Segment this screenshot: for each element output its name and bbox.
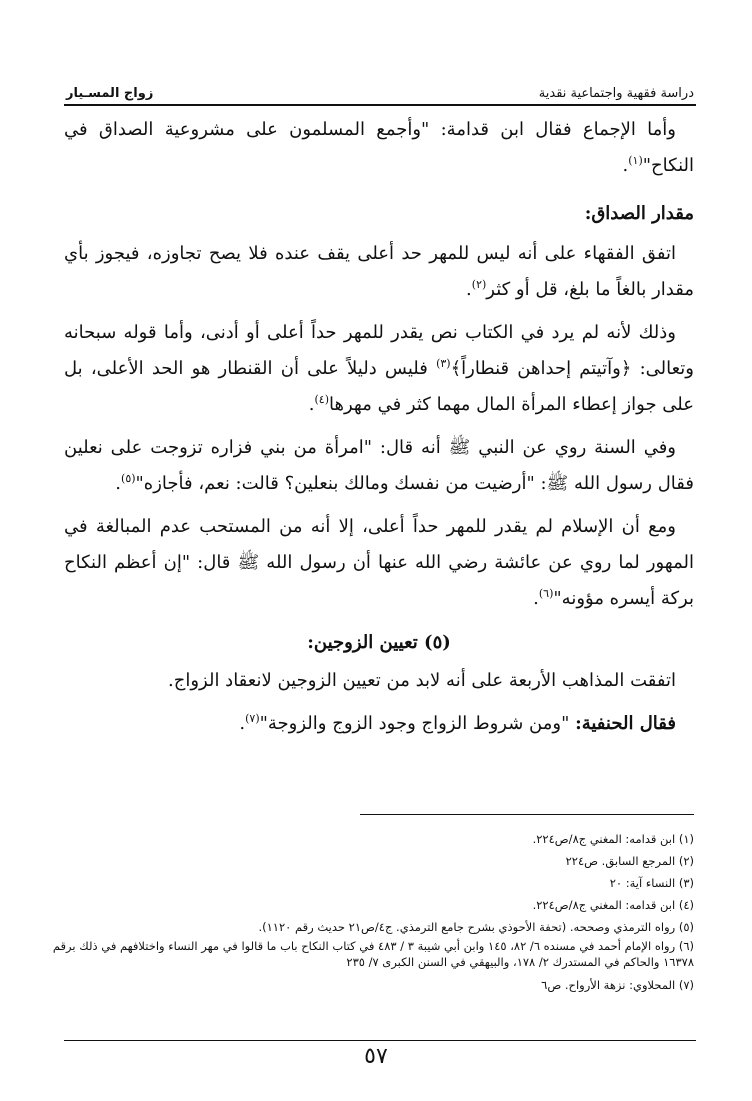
footnote-6: (٦) رواه الإمام أحمد في مسنده ٦/ ٨٢، ١٤٥ وابن أبي شيبة ٣ / ٤٨٣ في كتاب النكاح باب ما قالوا في مهر النساء واختلافهم في ذلك برقم ١٦٣٧٨ والحاكم في المستدرك ٢/ ١٧٨، والبيهقي في السنن الكبرى ٧/ ٢٣٥: [52, 939, 694, 969]
hanafi-label: فقال الحنفية:: [575, 713, 676, 734]
paragraph-quran: وذلك لأنه لم يرد في الكتاب نص يقدر للمهر حداً أعلى أو أدنى، وأما قوله سبحانه وتعالى: ﴿وآتيتم إحداهن قنطاراً﴾$^{(٣)}$ فليس دليلاً على أن القنطار هو الحد الأعلى، بل على جواز إعطاء المرأة المال مهما كثر في مهرها$^{(٤)}$.: [64, 322, 694, 415]
footnote-4: (٤) ابن قدامه: المغني ج٨/ص٢٢٤.: [532, 898, 694, 912]
footnote-2: (٢) المرجع السابق. ص٢٢٤: [565, 854, 694, 868]
footnote-ref-1: (١): [628, 154, 643, 167]
footnote-ref-2: (٢): [471, 278, 487, 291]
paragraph-ijma: وأما الإجماع فقال ابن قدامة: "وأجمع المسلمون على مشروعية الصداق في النكاح"$^{(١)}$.: [64, 119, 694, 176]
paragraph-mustahab: ومع أن الإسلام لم يقدر للمهر حداً أعلى، إلا أنه من المستحب عدم المبالغة في المهور لما روي عن عائشة رضي الله عنها أن رسول الله ﷺ قال: "إن أعظم النكاح بركة أيسره مؤونه"$^{(٦)}$.: [64, 516, 694, 609]
footnote-5: (٥) رواه الترمذي وصححه. (تحفة الأحوذي بشرح جامع الترمذي. ج٤/ص٢١ حديث رقم ١١٢٠).: [258, 920, 694, 934]
page-number: ٥٧: [364, 1044, 388, 1069]
main-text: [64, 112, 694, 749]
paragraph-sunnah: وفي السنة روي عن النبي ﷺ أنه قال: "امرأة من بني فزاره تزوجت على نعلين فقال رسول الله ﷺ: "أرضيت من نفسك ومالك بنعلين؟ قالت: نعم، فأجازه"$^{(٥)}$.: [64, 437, 694, 494]
footnote-3: (٣) النساء آية: ٢٠: [609, 876, 694, 890]
header-book-title: زواج المسـيار: [66, 86, 154, 101]
paragraph-fuqaha: اتفق الفقهاء على أنه ليس للمهر حد أعلى يقف عنده فلا يصح تجاوزه، فيجوز بأي مقدار بالغاً ما بلغ، قل أو كثر$^{(٢)}$.: [64, 243, 694, 300]
footnote-1: (١) ابن قدامه: المغني ج٨/ص٢٢٤.: [532, 832, 694, 846]
footnote-7: (٧) المحلاوي: نزهة الأرواح. ص٦: [541, 978, 694, 992]
heading-spouses: (٥) تعيين الزوجين:: [307, 632, 451, 653]
footnote-ref-4: (٤): [314, 393, 330, 406]
paragraph-madhahib: اتفقت المذاهب الأربعة على أنه لابد من تعيين الزوجين لانعقاد الزواج.: [168, 670, 676, 691]
header-divider: [64, 104, 696, 106]
footnote-divider: [360, 814, 694, 815]
running-header: [66, 78, 694, 102]
footnotes: [52, 828, 694, 996]
footnote-ref-3: (٣): [436, 357, 451, 370]
footer-divider: [64, 1040, 696, 1041]
header-subtitle: دراسة فقهية واجتماعية نقدية: [538, 86, 694, 101]
footnote-ref-7: (٧): [245, 712, 260, 725]
footnote-ref-6: (٦): [538, 587, 554, 600]
heading-mahr-amount: مقدار الصداق:: [584, 203, 694, 224]
paragraph-hanafi: فقال الحنفية: "ومن شروط الزواج وجود الزوج والزوجة"$^{(٧)}$.: [239, 712, 676, 734]
footnote-ref-5: (٥): [121, 472, 136, 485]
